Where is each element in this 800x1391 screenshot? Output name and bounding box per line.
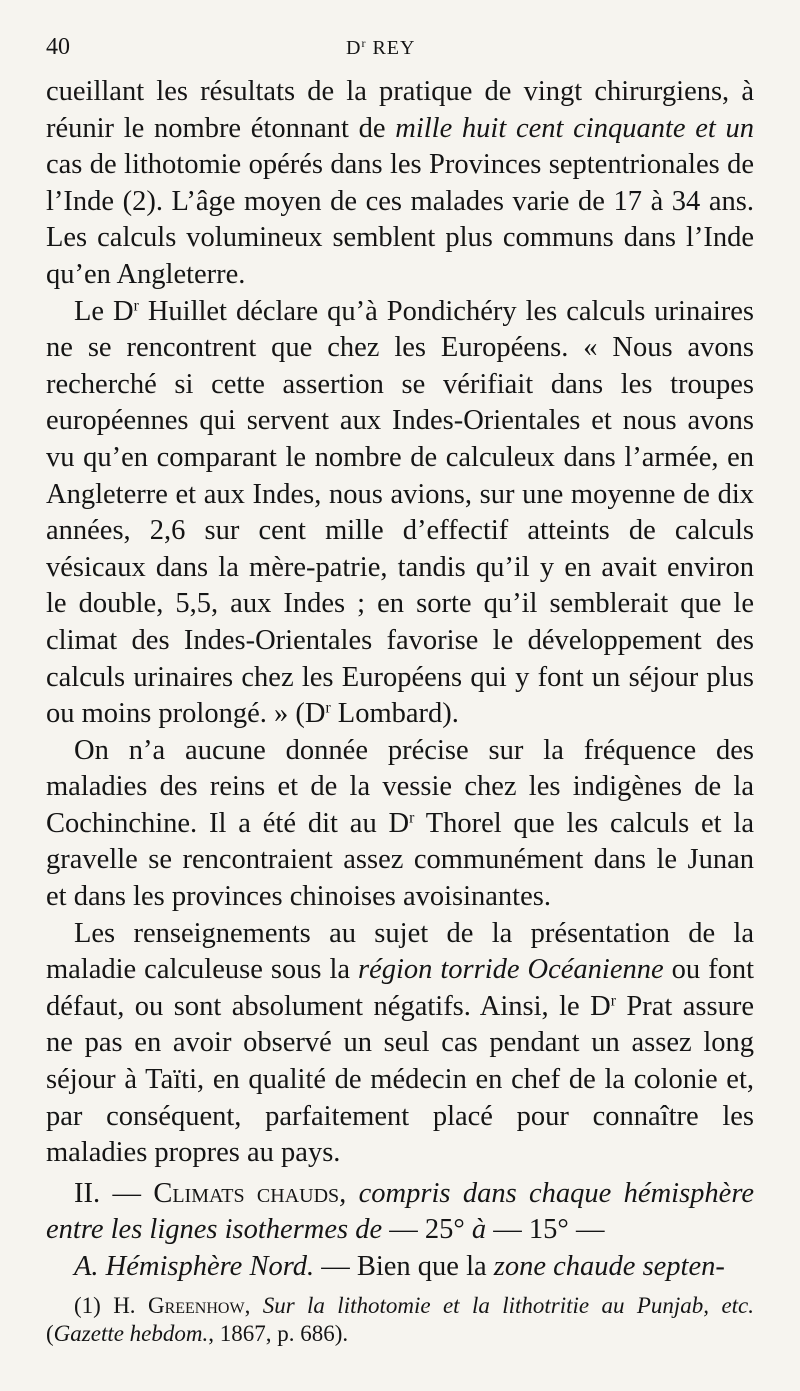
paragraph-1: cueillant les résultats de la pratique de vingt chirurgiens, à réunir le nombre étonnant de mille huit cent cinquante et un cas de lithotomie opérés dans les Provinces septentrionales de l’Inde (2). L’âge moyen de ces malades varie de 17 à 34 ans. Les calculs volumineux semblent plus communs dans l’Inde qu’en Angleterre. — [46, 76, 754, 290]
subsection-heading-a: A. Hémisphère Nord. — Bien que la zone chaude septen- — [74, 1251, 725, 1282]
page-header — [46, 34, 754, 74]
running-head: $D^r$ REY — [346, 35, 416, 59]
footnote-1: (1) H. Greenhow, Sur la lithotomie et la lithotritie au Punjab, etc. (Gazette hebdom., 1867, p. 686). — [46, 1292, 754, 1346]
page-number: 40 — [46, 34, 70, 60]
body-text — [46, 74, 754, 1286]
paragraph-2: Le $D^r$ Huillet déclare qu’à Pondichéry les calculs urinaires ne se rencontrent que chez les Européens. « Nous avons recherché si cette assertion se vérifiait dans les troupes européennes qui servent aux Indes-Orientales et nous avons vu qu’en comparant le nombre de calculeux dans l’armée, en Angleterre et aux Indes, nous avions, sur une moyenne de dix années, 2,6 sur cent mille d’effectif atteints de calculs vésicaux dans la mère-patrie, tandis qu’il y en avait environ le double, 5,5, aux Indes ; en sorte qu’il semblerait que le climat des Indes-Orientales favorise le développement des calculs urinaires chez les Européens qui y font un séjour plus ou moins prolongé. » ($D^r$ Lombard). — [46, 295, 755, 730]
section-heading-ii: II. — Climats chauds, compris dans chaque hémisphère entre les lignes isothermes de — 25° à — 15° — — [46, 1177, 754, 1246]
footnote — [46, 1292, 754, 1348]
paragraph-4: Les renseignements au sujet de la présentation de la maladie calculeuse sous la région torride Océanienne ou font défaut, ou sont absolument négatifs. Ainsi, le $D^r$ Prat assure ne pas en avoir observé un seul cas pendant un assez long séjour à Taïti, en qualité de médecin en chef de la colonie et, par conséquent, parfaitement placé pour connaître les maladies propres au pays. — [46, 917, 754, 1169]
paragraph-3: On n’a aucune donnée précise sur la fréquence des maladies des reins et de la vessie chez les indigènes de la Cochinchine. Il a été dit au $D^r$ Thorel que les calculs et la gravelle se rencontraient assez communément dans le Junan et dans les provinces chinoises avoisinantes. — [46, 734, 755, 913]
